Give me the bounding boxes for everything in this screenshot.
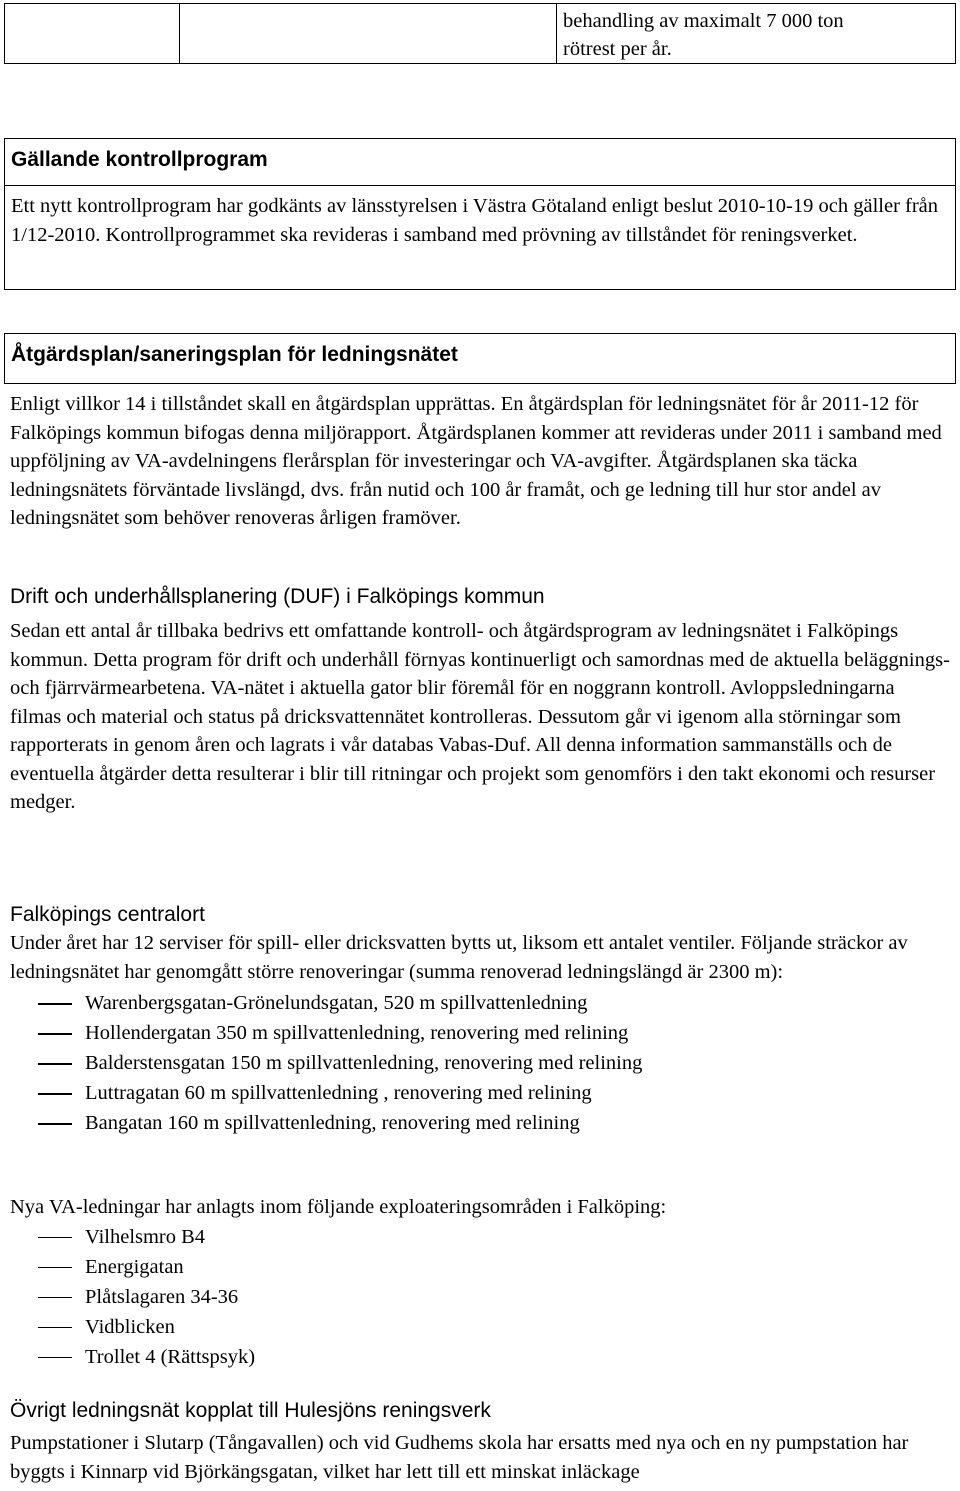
dash-bullet-icon bbox=[38, 1327, 72, 1329]
atgardsplan-heading: Åtgärdsplan/saneringsplan för ledningsnätet bbox=[11, 343, 458, 366]
atgardsplan-header-box bbox=[4, 333, 956, 384]
table-cell-text bbox=[557, 4, 956, 64]
centralort-heading: Falköpings centralort bbox=[10, 903, 205, 926]
dash-bullet-icon bbox=[38, 1267, 72, 1269]
table-cell-empty-2 bbox=[180, 4, 557, 64]
centralort-body: Under året har 12 serviser för spill- eller dricksvatten bytts ut, liksom ett antalet ventiler. Följande sträckor av ledningsnätet har genomgått större renoveringar (summa renoverad ledningslängd är 2300 m): bbox=[10, 932, 908, 983]
top-table bbox=[4, 3, 956, 64]
nya-intro: Nya VA-ledningar har anlagts inom följande exploateringsområden i Falköping: bbox=[10, 1196, 667, 1218]
atgardsplan-body: Enligt villkor 14 i tillståndet skall en åtgärdsplan upprättas. En åtgärdsplan för ledningsnätet för år 2011-12 för Falköpings kommun bifogas denna miljörapport. Åtgärdsplanen kommer att revideras under 2011 i samband med uppföljning av VA-avdelningens flerårsplan för investeringar och VA-avgifter. Åtgärdsplanen ska täcka ledningsnätets förväntade livslängd, dvs. från nutid och 100 år framåt, och ge ledning till hur stor andel av ledningsnätet som behöver renoveras årligen framöver. bbox=[10, 393, 942, 529]
divider bbox=[5, 185, 955, 186]
list-item: Luttragatan 60 m spillvattenledning , renovering med relining bbox=[10, 1078, 950, 1108]
list-item: Hollendergatan 350 m spillvattenledning, renovering med relining bbox=[10, 1018, 950, 1048]
dash-bullet-icon bbox=[38, 1357, 72, 1359]
duf-heading: Drift och underhållsplanering (DUF) i Falköpings kommun bbox=[10, 585, 545, 608]
kontrollprogram-body: Ett nytt kontrollprogram har godkänts av länsstyrelsen i Västra Götaland enligt beslut 2010-10-19 och gäller från 1/12-2010. Kontrollprogrammet ska revideras i samband med prövning av tillståndet för reningsverket. bbox=[11, 195, 939, 246]
dash-bullet-icon bbox=[38, 1033, 72, 1035]
ovrigt-section bbox=[10, 1397, 950, 1486]
list-item: Trollet 4 (Rättspsyk) bbox=[10, 1342, 950, 1372]
duf-body: Sedan ett antal år tillbaka bedrivs ett omfattande kontroll- och åtgärdsprogram av ledningsnätet i Falköpings kommun. Detta program för drift och underhåll förnyas kontinuerligt och samordnas med de aktuella beläggnings- och fjärrvärmearbetena. VA-nätet i aktuella gator blir föremål för en noggrann kontroll. Avloppsledningarna filmas och material och status på dricksvattennätet kontrolleras. Dessutom går vi igenom alla störningar som rapporterats in genom åren och lagrats i vår databas Vabas-Duf. All denna information sammanställs och de eventuella åtgärder detta resulterar i blir till ritningar och projekt som genomförs i den takt ekonomi och resurser medger. bbox=[10, 620, 950, 813]
ovrigt-body: Pumpstationer i Slutarp (Tångavallen) och vid Gudhems skola har ersatts med nya och en ny pumpstation har byggts i Kinnarp vid Björkängsgatan, vilket har lett till ett minskat inläckage bbox=[10, 1432, 909, 1483]
dash-bullet-icon bbox=[38, 1093, 72, 1095]
exploatering-list bbox=[10, 1222, 950, 1372]
table-cell-line: behandling av maximalt 7 000 ton bbox=[563, 10, 844, 32]
list-item: Vilhelsmro B4 bbox=[10, 1222, 950, 1252]
nya-section bbox=[10, 1193, 950, 1372]
table-cell-empty-1 bbox=[5, 4, 180, 64]
renovation-list bbox=[10, 988, 950, 1138]
dash-bullet-icon bbox=[38, 1063, 72, 1065]
table-cell-line: rötrest per år. bbox=[563, 38, 672, 60]
list-item: Bangatan 160 m spillvattenledning, renovering med relining bbox=[10, 1108, 950, 1138]
list-item: Balderstensgatan 150 m spillvattenledning, renovering med relining bbox=[10, 1048, 950, 1078]
ovrigt-heading: Övrigt ledningsnät kopplat till Hulesjöns reningsverk bbox=[10, 1399, 491, 1422]
centralort-section bbox=[10, 901, 950, 1138]
kontrollprogram-box bbox=[4, 138, 956, 290]
list-item: Plåtslagaren 34-36 bbox=[10, 1282, 950, 1312]
list-item: Energigatan bbox=[10, 1252, 950, 1282]
dash-bullet-icon bbox=[38, 1123, 72, 1125]
kontrollprogram-heading: Gällande kontrollprogram bbox=[11, 148, 268, 171]
list-item: Vidblicken bbox=[10, 1312, 950, 1342]
list-item: Warenbergsgatan-Grönelundsgatan, 520 m spillvattenledning bbox=[10, 988, 950, 1018]
dash-bullet-icon bbox=[38, 1237, 72, 1239]
dash-bullet-icon bbox=[38, 1003, 72, 1005]
duf-section bbox=[10, 583, 950, 817]
dash-bullet-icon bbox=[38, 1297, 72, 1299]
